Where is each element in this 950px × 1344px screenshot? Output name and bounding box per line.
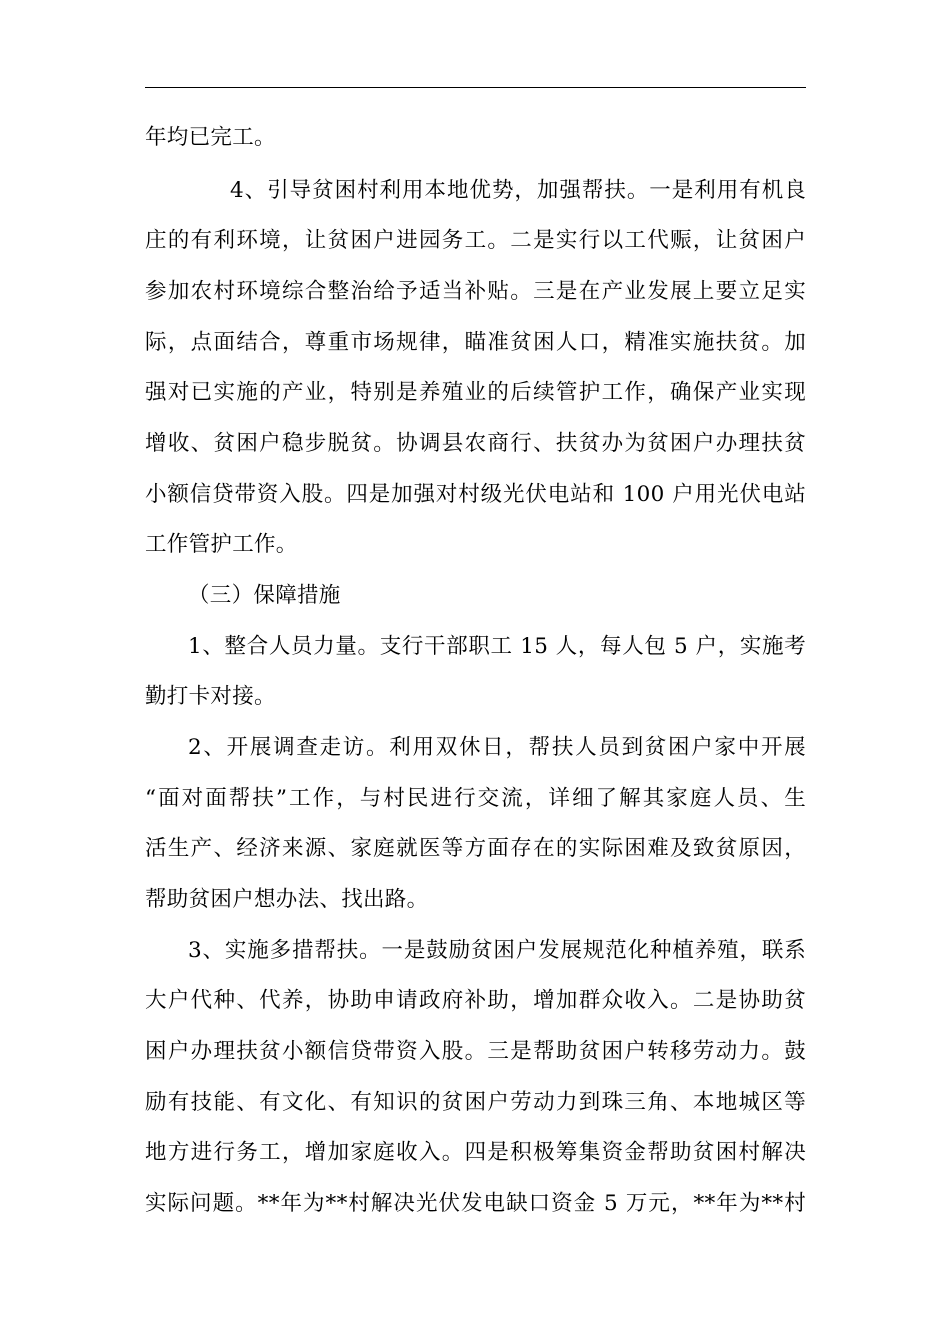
text-line: 年均已完工。 xyxy=(145,125,276,150)
text-line: 增收、贫困户稳步脱贫。协调县农商行、扶贫办为贫困户办理扶贫 xyxy=(145,431,806,456)
text-line: 3、实施多措帮扶。一是鼓励贫困户发展规范化种植养殖，联系 xyxy=(188,938,806,963)
text-line: 勤打卡对接。 xyxy=(145,684,276,709)
text-line: 帮助贫困户想办法、找出路。 xyxy=(145,887,429,912)
header-rule xyxy=(145,87,806,88)
text-line: 强对已实施的产业，特别是养殖业的后续管护工作，确保产业实现 xyxy=(145,380,806,405)
text-line: 2、开展调查走访。利用双休日，帮扶人员到贫困户家中开展 xyxy=(188,735,806,760)
text-line: 励有技能、有文化、有知识的贫困户劳动力到珠三角、本地城区等 xyxy=(145,1090,806,1115)
text-line: 困户办理扶贫小额信贷带资入股。三是帮助贫困户转移劳动力。鼓 xyxy=(145,1039,806,1064)
text-line: 小额信贷带资入股。四是加强对村级光伏电站和 100 户用光伏电站 xyxy=(145,482,806,507)
text-line: 际，点面结合，尊重市场规律，瞄准贫困人口，精准实施扶贫。加 xyxy=(145,330,806,355)
text-line: 参加农村环境综合整治给予适当补贴。三是在产业发展上要立足实 xyxy=(145,279,806,304)
text-line: 工作管护工作。 xyxy=(145,532,298,557)
text-line: 实际问题。**年为**村解决光伏发电缺口资金 5 万元，**年为**村 xyxy=(145,1191,806,1216)
text-line: “面对面帮扶”工作，与村民进行交流，详细了解其家庭人员、生 xyxy=(145,786,806,811)
text-line: 活生产、经济来源、家庭就医等方面存在的实际困难及致贫原因， xyxy=(145,836,806,861)
text-line: 庄的有利环境，让贫困户进园务工。二是实行以工代赈，让贫困户 xyxy=(145,228,806,253)
text-line: 1、整合人员力量。支行干部职工 15 人，每人包 5 户，实施考 xyxy=(188,634,806,659)
section-heading: （三）保障措施 xyxy=(188,583,341,608)
text-line: 4、引导贫困村利用本地优势，加强帮扶。一是利用有机良 xyxy=(230,178,806,203)
text-line: 大户代种、代养，协助申请政府补助，增加群众收入。二是协助贫 xyxy=(145,988,806,1013)
text-line: 地方进行务工，增加家庭收入。四是积极筹集资金帮助贫困村解决 xyxy=(145,1140,806,1165)
